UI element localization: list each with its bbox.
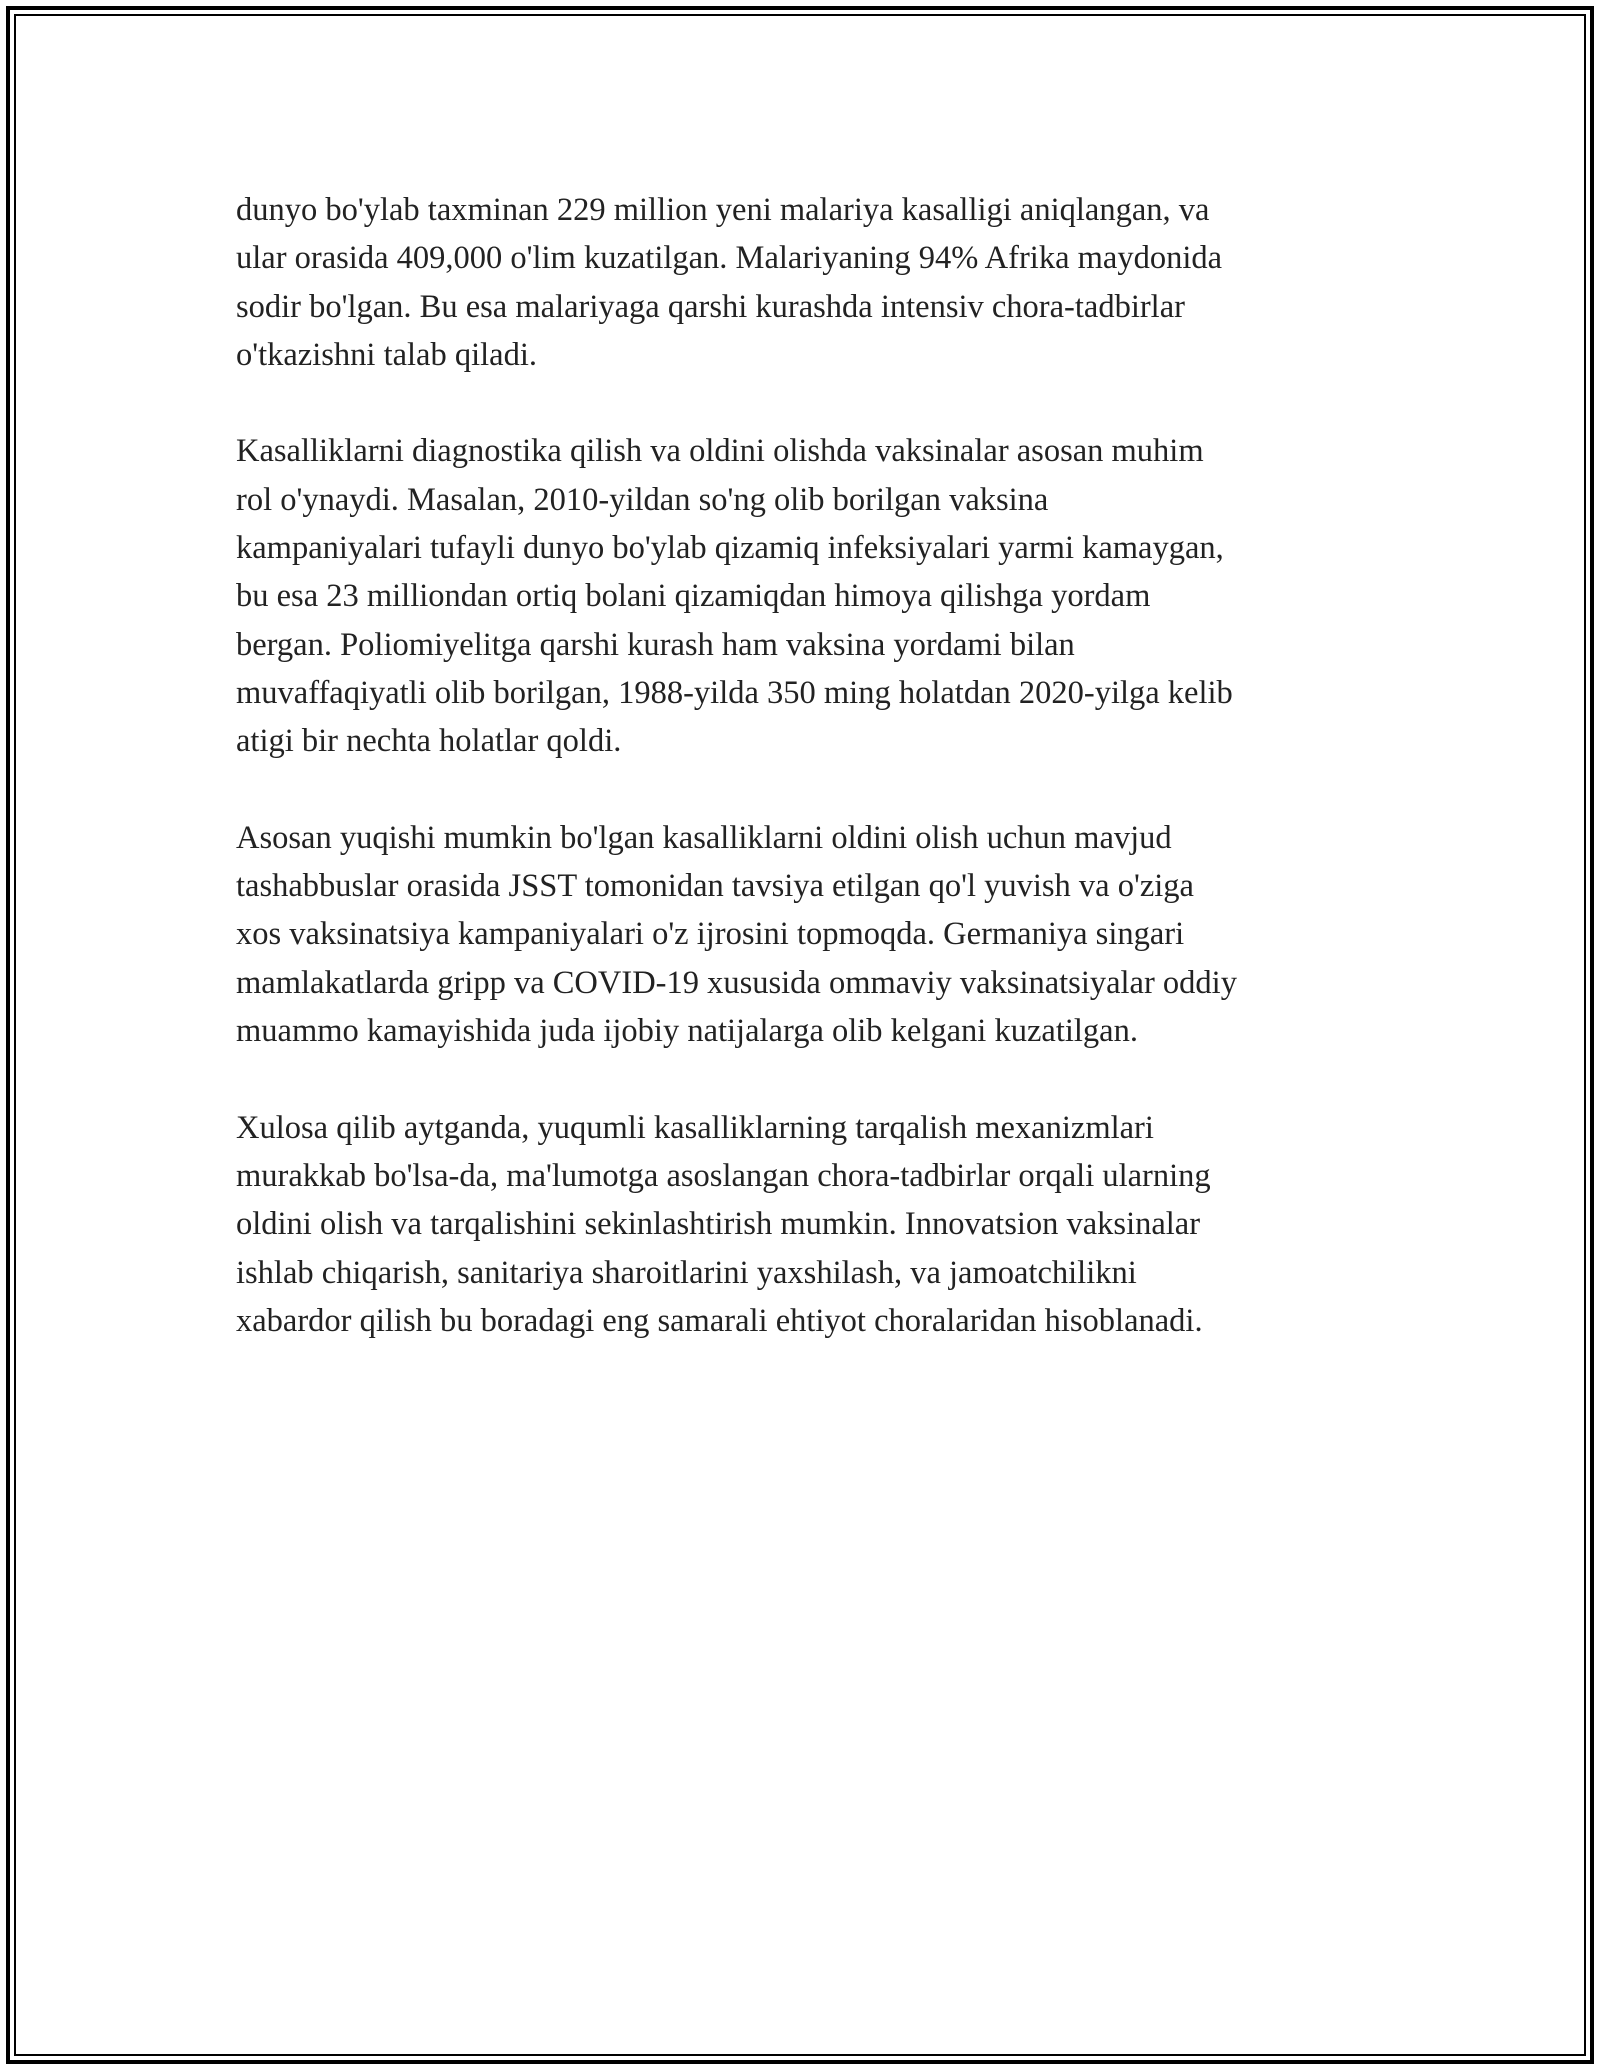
text-line: muvaffaqiyatli olib borilgan, 1988-yilda 350 ming holatdan 2020-yilga kelib [236,674,1233,711]
paragraph-conclusion [236,1104,1366,1345]
text-line: kampaniyalari tufayli dunyo bo'ylab qizamiq infeksiyalari yarmi kamaygan, [236,530,1224,567]
paragraph-malaria [236,186,1366,379]
text-line: Xulosa qilib aytganda, yuqumli kasalliklarning tarqalish mexanizmlari [236,1109,1154,1146]
text-line: oldini olish va tarqalishini sekinlashtirish mumkin. Innovatsion vaksinalar [236,1206,1201,1243]
text-line: muammo kamayishida juda ijobiy natijalarga olib kelgani kuzatilgan. [236,1013,1138,1050]
text-line: ular orasida 409,000 o'lim kuzatilgan. Malariyaning 94% Afrika maydonida [236,240,1223,277]
text-line: atigi bir nechta holatlar qoldi. [236,723,622,760]
text-line: xabardor qilish bu boradagi eng samarali ehtiyot choralaridan hisoblanadi. [236,1302,1203,1339]
text-line: mamlakatlarda gripp va COVID-19 xususida ommaviy vaksinatsiyalar oddiy [236,964,1237,1001]
text-line: Asosan yuqishi mumkin bo'lgan kasalliklarni oldini olish uchun mavjud [236,819,1172,856]
text-line: bergan. Poliomiyelitga qarshi kurash ham vaksina yordami bilan [236,626,1075,663]
text-line: ishlab chiqarish, sanitariya sharoitlarini yaxshilash, va jamoatchilikni [236,1254,1137,1291]
paragraph-initiatives [236,814,1366,1055]
text-line: Kasalliklarni diagnostika qilish va oldini olishda vaksinalar asosan muhim [236,433,1204,470]
text-line: sodir bo'lgan. Bu esa malariyaga qarshi kurashda intensiv chora-tadbirlar [236,288,1185,325]
text-line: dunyo bo'ylab taxminan 229 million yeni malariya kasalligi aniqlangan, va [236,192,1210,228]
text-line: rol o'ynaydi. Masalan, 2010-yildan so'ng olib borilgan vaksina [236,481,1049,518]
text-line: bu esa 23 milliondan ortiq bolani qizamiqdan himoya qilishga yordam [236,578,1151,615]
text-line: o'tkazishni talab qiladi. [236,336,537,373]
document-body [236,186,1366,1393]
paragraph-vaccines [236,427,1366,765]
text-line: tashabbuslar orasida JSST tomonidan tavsiya etilgan qo'l yuvish va o'ziga [236,868,1194,905]
text-line: xos vaksinatsiya kampaniyalari o'z ijrosini topmoqda. Germaniya singari [236,916,1185,953]
text-line: murakkab bo'lsa-da, ma'lumotga asoslangan chora-tadbirlar orqali ularning [236,1157,1211,1194]
